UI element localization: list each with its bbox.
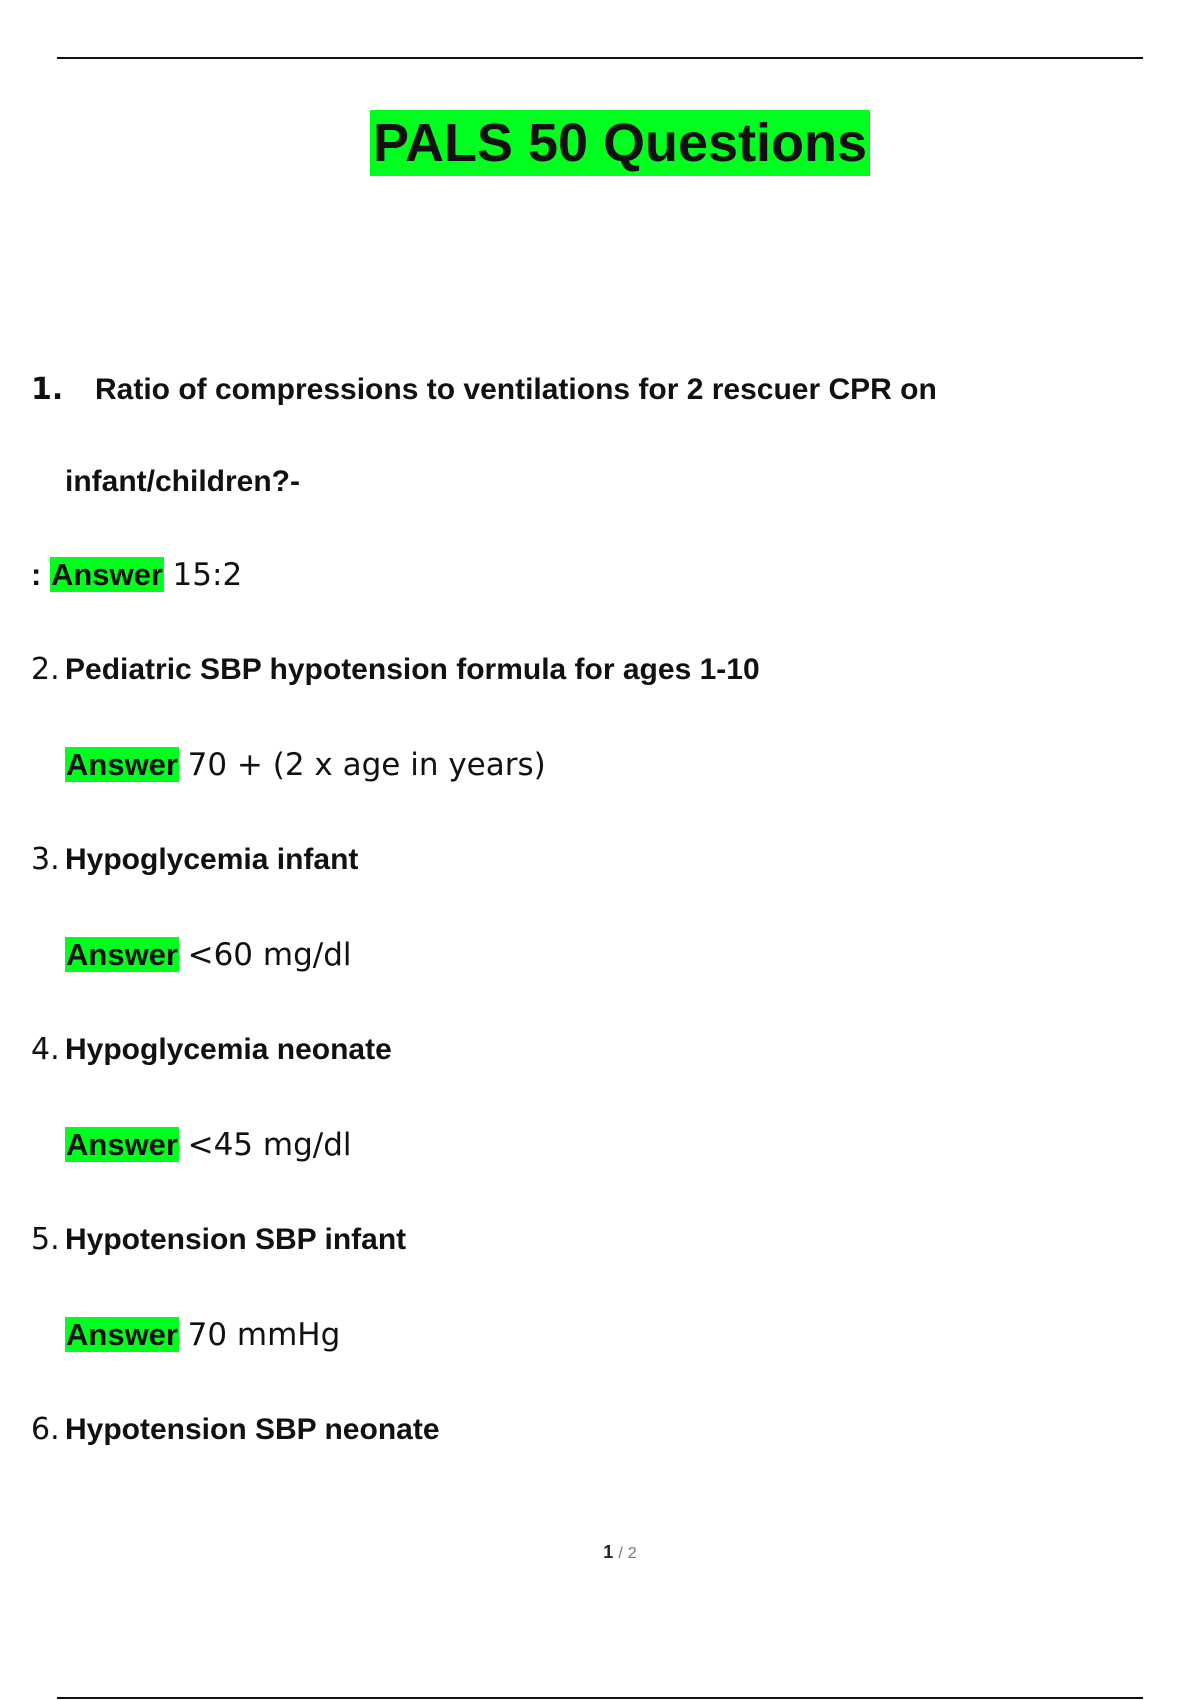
question-label: Hypotension SBP neonate xyxy=(65,1413,440,1446)
question-text xyxy=(31,1220,406,1260)
answer-value: <45 mg/dl xyxy=(187,1127,352,1163)
question-line-1: Ratio of compressions to ventilations for 2 rescuer CPR on xyxy=(95,373,937,406)
page-indicator xyxy=(0,1542,1200,1563)
current-page: 1 xyxy=(603,1542,614,1562)
answer-label: Answer xyxy=(66,1317,178,1352)
answer-value: <60 mg/dl xyxy=(187,937,352,973)
answer-value: 70 + (2 x age in years) xyxy=(187,747,546,783)
answer-row xyxy=(31,1125,352,1165)
top-rule xyxy=(57,57,1143,59)
question-number: 2. xyxy=(31,652,60,687)
answer-item-1 xyxy=(31,555,242,595)
question-number: 3. xyxy=(31,842,60,877)
question-line-2: infant/children?- xyxy=(65,465,300,498)
question-item-6 xyxy=(31,1410,440,1450)
question-item-3 xyxy=(31,840,358,880)
answer-value: 15:2 xyxy=(172,557,243,593)
answer-item-2 xyxy=(31,745,546,785)
question-text xyxy=(31,650,760,690)
answer-row xyxy=(31,935,352,975)
answer-label: Answer xyxy=(50,557,163,592)
question-label: Hypoglycemia neonate xyxy=(65,1033,392,1066)
answer-item-3 xyxy=(31,935,352,975)
question-item-1-continuation xyxy=(31,462,300,502)
question-text xyxy=(31,1410,440,1450)
answer-row xyxy=(31,1315,340,1355)
answer-label: Answer xyxy=(66,937,178,972)
answer-prefix: : xyxy=(31,557,50,592)
question-label: Hypoglycemia infant xyxy=(65,843,359,876)
answer-row xyxy=(31,555,242,595)
bottom-rule xyxy=(57,1697,1143,1699)
question-item-4 xyxy=(31,1030,392,1070)
document-title: PALS 50 Questions xyxy=(370,110,870,176)
answer-label: Answer xyxy=(66,747,178,782)
question-text xyxy=(31,1030,392,1070)
question-item-1 xyxy=(31,370,937,410)
answer-item-5 xyxy=(31,1315,340,1355)
question-text xyxy=(31,840,358,880)
question-number: 5. xyxy=(31,1222,60,1257)
question-label: Pediatric SBP hypotension formula for ages 1-10 xyxy=(65,653,760,686)
answer-label: Answer xyxy=(66,1127,178,1162)
answer-value: 70 mmHg xyxy=(187,1317,341,1353)
question-number: 6. xyxy=(31,1412,60,1447)
question-label: Hypotension SBP infant xyxy=(65,1223,407,1256)
answer-row xyxy=(31,745,546,785)
question-item-2 xyxy=(31,650,760,690)
question-number: 4. xyxy=(31,1032,60,1067)
question-item-5 xyxy=(31,1220,406,1260)
answer-item-4 xyxy=(31,1125,352,1165)
question-number: 1. xyxy=(31,372,64,407)
question-text xyxy=(31,370,937,410)
total-pages: 2 xyxy=(627,1545,637,1562)
page-separator: / xyxy=(618,1545,623,1562)
title-container xyxy=(0,110,1200,176)
